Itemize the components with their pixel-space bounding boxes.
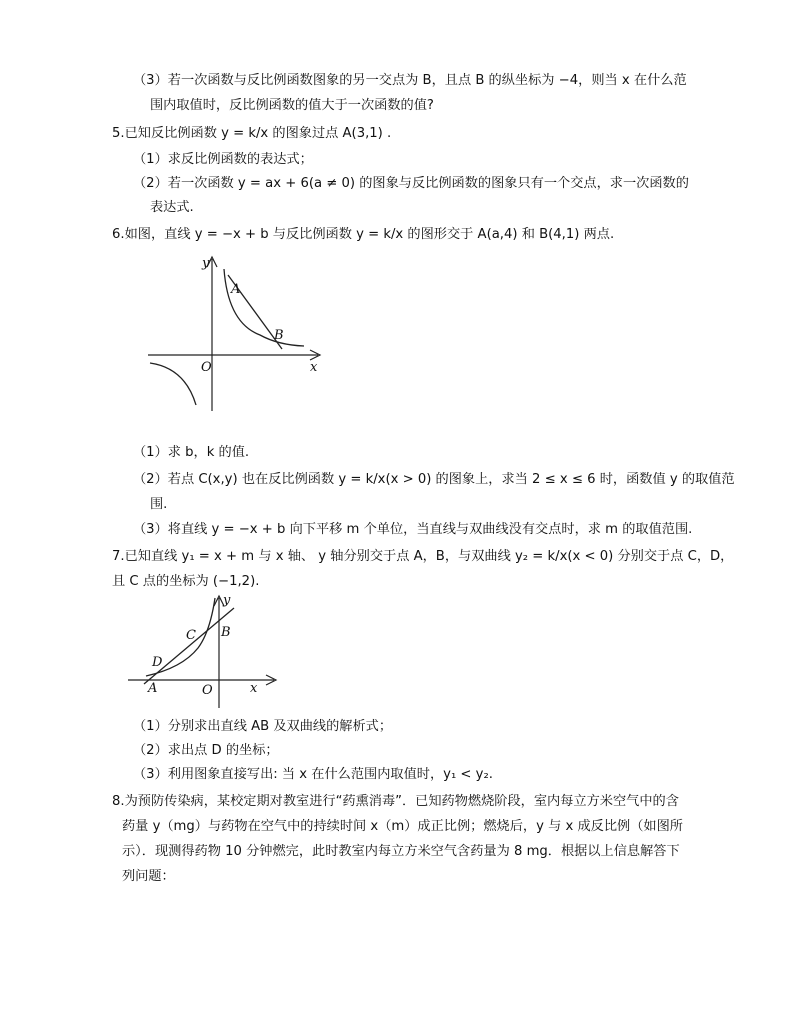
hyperbola-branch-q1: [224, 269, 304, 346]
q7-figure: [122, 590, 282, 710]
label-b: B: [221, 625, 231, 640]
q8-stem-line2: 药量 y（mg）与药物在空气中的持续时间 x（m）成正比例；燃烧后，y 与 x 成反比例（如图所: [122, 819, 683, 834]
label-o: O: [202, 683, 213, 698]
q7-part2: （2）求出点 D 的坐标；: [133, 743, 279, 758]
q8-stem-line3: 示）．现测得药物 10 分钟燃完，此时教室内每立方米空气含药量为 8 mg．根据以上信息解答下: [122, 844, 680, 859]
q7-stem-line1: 7.已知直线 y₁ = x + m 与 x 轴、 y 轴分别交于点 A，B，与双曲线 y₂ = k/x(x < 0) 分别交于点 C，D，: [112, 549, 734, 564]
q7-part1: （1）分别求出直线 AB 及双曲线的解析式；: [133, 719, 393, 734]
hyperbola-branch-q3: [150, 363, 196, 405]
line-y1: [144, 608, 234, 684]
label-c: C: [186, 628, 196, 643]
q7-stem-line2: 且 C 点的坐标为 (−1,2).: [112, 574, 260, 589]
label-d: D: [152, 655, 163, 670]
q6-part1: （1）求 b，k 的值.: [133, 445, 250, 460]
q6-part3: （3）将直线 y = −x + b 向下平移 m 个单位，当直线与双曲线没有交点时，求 m 的取值范围.: [133, 522, 693, 537]
q8-stem-line1: 8.为预防传染病，某校定期对教室进行“药熏消毒”．已知药物燃烧阶段，室内每立方米空气中的含: [112, 794, 679, 809]
q6-part2-line2: 围.: [150, 497, 168, 512]
q5-part2-line1: （2）若一次函数 y = ax + 6(a ≠ 0) 的图象与反比例函数的图象只有一个交点，求一次函数的: [133, 176, 689, 191]
label-y: y: [202, 256, 210, 271]
q4-part3-line1: （3）若一次函数与反比例函数图象的另一交点为 B，且点 B 的纵坐标为 −4，则当 x 在什么范: [133, 73, 687, 88]
q5-part1: （1）求反比例函数的表达式；: [133, 152, 313, 167]
q6-figure: [140, 253, 330, 413]
q5-stem: 5.已知反比例函数 y = k/x 的图象过点 A(3,1) .: [112, 126, 392, 141]
q7-part3: （3）利用图象直接写出: 当 x 在什么范围内取值时，y₁ < y₂.: [133, 767, 493, 782]
q4-part3-line2: 围内取值时，反比例函数的值大于一次函数的值?: [150, 98, 434, 113]
label-y: y: [223, 593, 231, 608]
q5-part2-line2: 表达式.: [150, 200, 194, 215]
q6-part2-line1: （2）若点 C(x,y) 也在反比例函数 y = k/x(x > 0) 的图象上，求当 2 ≤ x ≤ 6 时，函数值 y 的取值范: [133, 472, 735, 487]
label-x: x: [310, 360, 318, 375]
label-b: B: [274, 328, 284, 343]
q6-stem: 6.如图，直线 y = −x + b 与反比例函数 y = k/x 的图形交于 A(a,4) 和 B(4,1) 两点.: [112, 227, 615, 242]
q8-stem-line4: 列问题：: [122, 869, 175, 884]
label-x: x: [250, 681, 258, 696]
label-a: A: [148, 681, 158, 696]
label-a: A: [231, 282, 241, 297]
label-o: O: [201, 360, 212, 375]
